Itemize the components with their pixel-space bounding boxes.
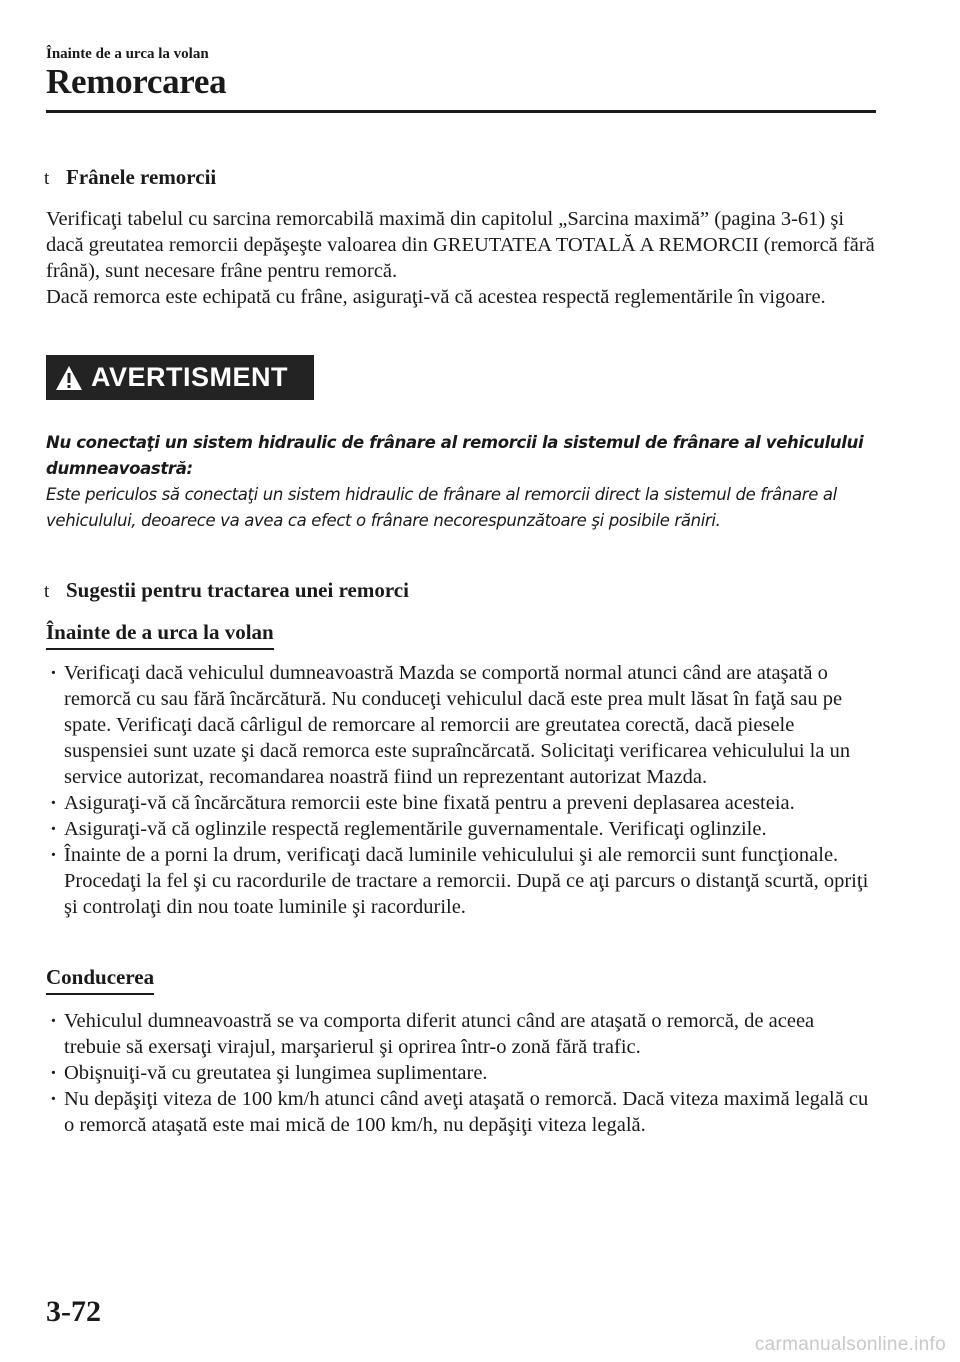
bullet-icon: · bbox=[50, 818, 57, 840]
list-item bbox=[46, 816, 876, 842]
brakes-paragraph-1: Verificaţi tabelul cu sarcina remorcabilă maximă din capitolul „Sarcina maximă” (pagina 3-61) şi dacă greutatea remorcii depăşeşte valoarea din GREUTATEA TOTALĂ A REMORCII (remorcă fără frână), sunt necesare frâne pentru remorcă. bbox=[46, 208, 875, 282]
brakes-paragraph-2: Dacă remorca este echipată cu frâne, asiguraţi-vă că acestea respectă reglementările în vigoare. bbox=[46, 286, 826, 308]
list-item-text: Asiguraţi-vă că oglinzile respectă reglementările guvernamentale. Verificaţi oglinzile. bbox=[64, 818, 767, 840]
warning-body-text: Este periculos să conectaţi un sistem hidraulic de frânare al remorcii direct la sistemul de frânare al vehiculului, deoarece va avea ca efect o frânare necorespunzătoare şi posibile răniri. bbox=[46, 485, 837, 530]
list-item bbox=[46, 842, 876, 920]
bullet-icon: · bbox=[50, 1062, 57, 1084]
list-item-text: Vehiculul dumneavoastră se va comporta diferit atunci când are ataşată o remorcă, de aceea trebuie să exersaţi virajul, marşarierul şi oprirea într-o zonă fără trafic. bbox=[64, 1010, 815, 1058]
watermark: carmanualsonline.info bbox=[754, 1334, 946, 1355]
list-item-text: Obişnuiţi-vă cu greutatea şi lungimea suplimentare. bbox=[64, 1062, 488, 1084]
list-item-text: Verificaţi dacă vehiculul dumneavoastră Mazda se comportă normal atunci când are ataşată o remorcă cu sau fără încărcătură. Nu conduceţi vehiculul dacă este prea mult lăsat în faţă sau pe spate. Verificaţi dacă cârligul de remorcare al remorcii are greutatea corectă, dacă piesele suspensiei sunt uzate şi dacă remorca este supraîncărcată. Solicitaţi verificarea vehiculului la un service autorizat, recomandarea noastră fiind un reprezentant autorizat Mazda. bbox=[64, 662, 851, 788]
list-item bbox=[46, 790, 876, 816]
list-item bbox=[46, 1086, 876, 1138]
list-item bbox=[46, 1060, 876, 1086]
bullet-icon: · bbox=[50, 1088, 57, 1110]
list-item bbox=[46, 660, 876, 790]
warning-label: AVERTISMENT bbox=[91, 362, 289, 392]
page-number: 3-72 bbox=[46, 1295, 101, 1328]
section-label: Înainte de a urca la volan bbox=[46, 46, 209, 62]
list-item-text: Înainte de a porni la drum, verificaţi dacă luminile vehiculului şi ale remorcii sunt funcţionale. Procedaţi la fel şi cu racordurile de tractare a remorcii. După ce aţi parcurs o distanţă scurtă, opriţi şi controlaţi din nou toate luminile şi racordurile. bbox=[64, 844, 869, 918]
driving-subheading: Conducerea bbox=[46, 965, 154, 995]
warning-bold-text: Nu conectaţi un sistem hidraulic de frânare al remorcii la sistemul de frânare al vehiculului dumneavoastră: bbox=[46, 433, 864, 478]
list-item-text: Nu depăşiţi viteza de 100 km/h atunci când aveţi ataşată o remorcă. Dacă viteza maximă legală cu o remorcă ataşată este mai mică de 100 km/h, nu depăşiţi viteza legală. bbox=[64, 1088, 869, 1136]
before-driving-subheading: Înainte de a urca la volan bbox=[46, 620, 274, 650]
brakes-heading-text: Frânele remorcii bbox=[66, 165, 217, 189]
list-item-text: Asiguraţi-vă că încărcătura remorcii este bine fixată pentru a preveni deplasarea acesteia. bbox=[64, 792, 795, 814]
bullet-icon: · bbox=[50, 792, 57, 814]
warning-triangle-icon bbox=[55, 365, 83, 391]
bullet-icon: · bbox=[50, 662, 57, 684]
tips-heading-text: Sugestii pentru tractarea unei remorci bbox=[66, 578, 409, 602]
warning-text bbox=[46, 430, 876, 534]
section-marker-icon: t bbox=[44, 168, 50, 189]
section-marker-icon: t bbox=[44, 581, 50, 602]
driving-list bbox=[46, 1008, 876, 1138]
brakes-body bbox=[46, 206, 876, 310]
chapter-title: Remorcarea bbox=[46, 62, 227, 101]
tips-heading bbox=[44, 578, 409, 603]
warning-banner bbox=[46, 355, 314, 400]
list-item bbox=[46, 1008, 876, 1060]
before-driving-list bbox=[46, 660, 876, 920]
brakes-heading bbox=[44, 165, 216, 190]
title-divider bbox=[46, 110, 876, 113]
bullet-icon: · bbox=[50, 1010, 57, 1032]
bullet-icon: · bbox=[50, 844, 57, 866]
